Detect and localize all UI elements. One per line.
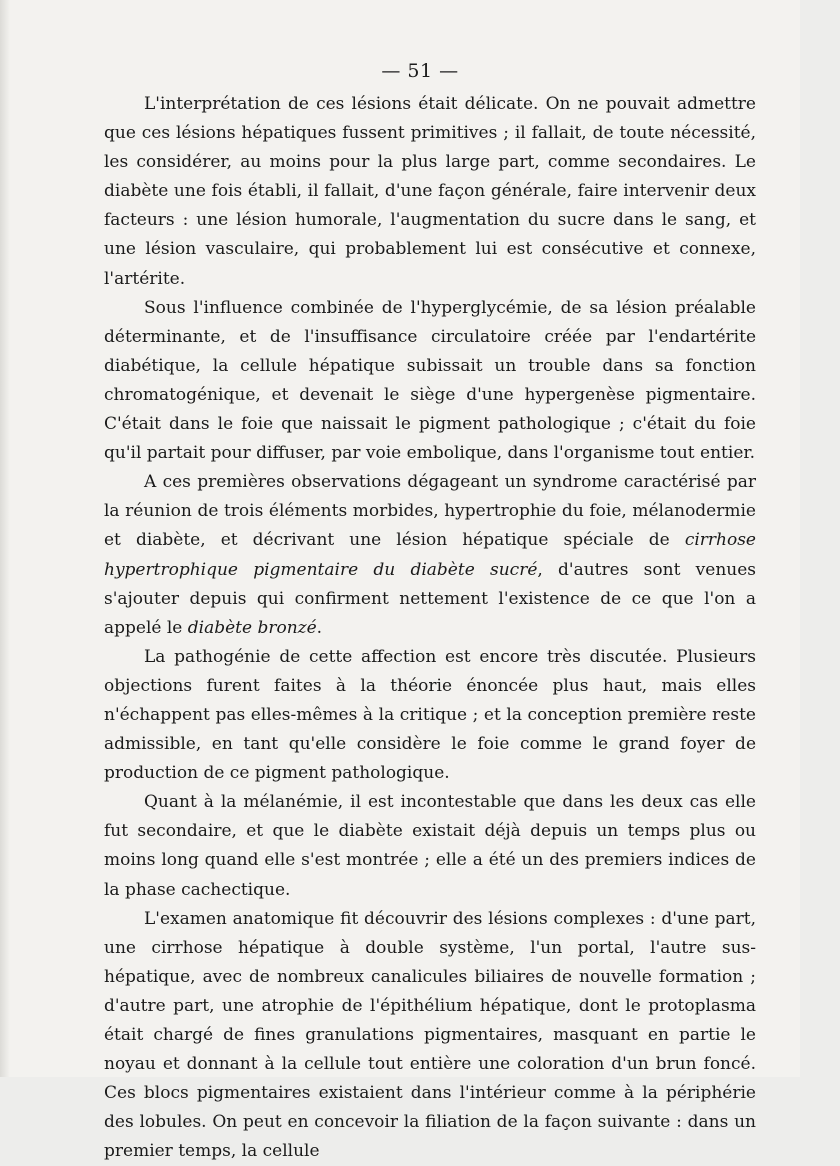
paragraph-6: L'examen anatomique fit découvrir des lésions complexes : d'une part, une cirrhose hépatique à double système, l'un portal, l'autre sus-hépatique, avec de nombreux canalicules biliaires de nouvelle formation ; d'autre part, une atrophie de l'épithélium hépatique, dont le protoplasma était chargé de fines granulations pigmentaires, masquant en partie le noyau et donnant à la cellule tout entière une coloration d'un brun foncé. Ces blocs pigmentaires existaient dans l'intérieur comme à la périphérie des lobules. On peut en concevoir la filiation de la façon suivante : dans un premier temps, la cellule: [104, 908, 756, 1162]
paragraph-3-italic-a: cirrhose hypertrophique pigmentaire du diabète sucré: [104, 530, 756, 580]
paragraph-4: La pathogénie de cette affection est encore très discutée. Plusieurs objections furent faites à la théorie énoncée plus haut, mais elles n'échappent pas elles-mêmes à la critique ; et la conception première reste admissible, en tant qu'elle considère le foie comme le grand foyer de production de ce pigment pathologique.: [104, 646, 756, 784]
paragraph-1: L'interprétation de ces lésions était délicate. On ne pouvait admettre que ces lésions hépatiques fussent primitives ; il fallait, de toute nécessité, les considérer, au moins pour la plus large part, comme secondaires. Le diabète une fois établi, il fallait, d'une façon générale, faire intervenir deux facteurs : une lésion humorale, l'augmentation du sucre dans le sang, et une lésion vasculaire, qui probablement lui est consécutive et connexe, l'artérite.: [104, 94, 756, 289]
paragraph-3-text-b: , d'autres sont venues s'ajouter depuis qui confirment nettement l'existence de ce que l'on a appelé le: [104, 559, 756, 638]
paragraph-3-text-c: .: [316, 617, 323, 638]
page-number: — 51 —: [381, 60, 459, 82]
body-text: [104, 90, 756, 1166]
paragraph-3-italic-b: diabète bronzé: [187, 617, 317, 638]
scan-edge-shadow: [0, 0, 10, 1077]
paragraph-3: [104, 468, 756, 643]
paragraph-5: Quant à la mélanémie, il est incontestable que dans les deux cas elle fut secondaire, et que le diabète existait déjà depuis un temps plus ou moins long quand elle s'est montrée ; elle a été un des premiers indices de la phase cachectique.: [104, 792, 756, 900]
paragraph-3-text-a: A ces premières observations dégageant un syndrome caractérisé par la réunion de trois éléments morbides, hypertrophie du foie, mélanodermie et diabète, et décrivant une lésion hépatique spéciale de: [104, 472, 756, 551]
paragraph-2: Sous l'influence combinée de l'hyperglycémie, de sa lésion préalable déterminante, et de l'insuffisance circulatoire créée par l'endartérite diabétique, la cellule hépatique subissait un trouble dans sa fonction chromatogénique, et devenait le siège d'une hypergenèse pigmentaire. C'était dans le foie que naissait le pigment pathologique ; c'était du foie qu'il partait pour diffuser, par voie embolique, dans l'organisme tout entier.: [104, 297, 756, 464]
